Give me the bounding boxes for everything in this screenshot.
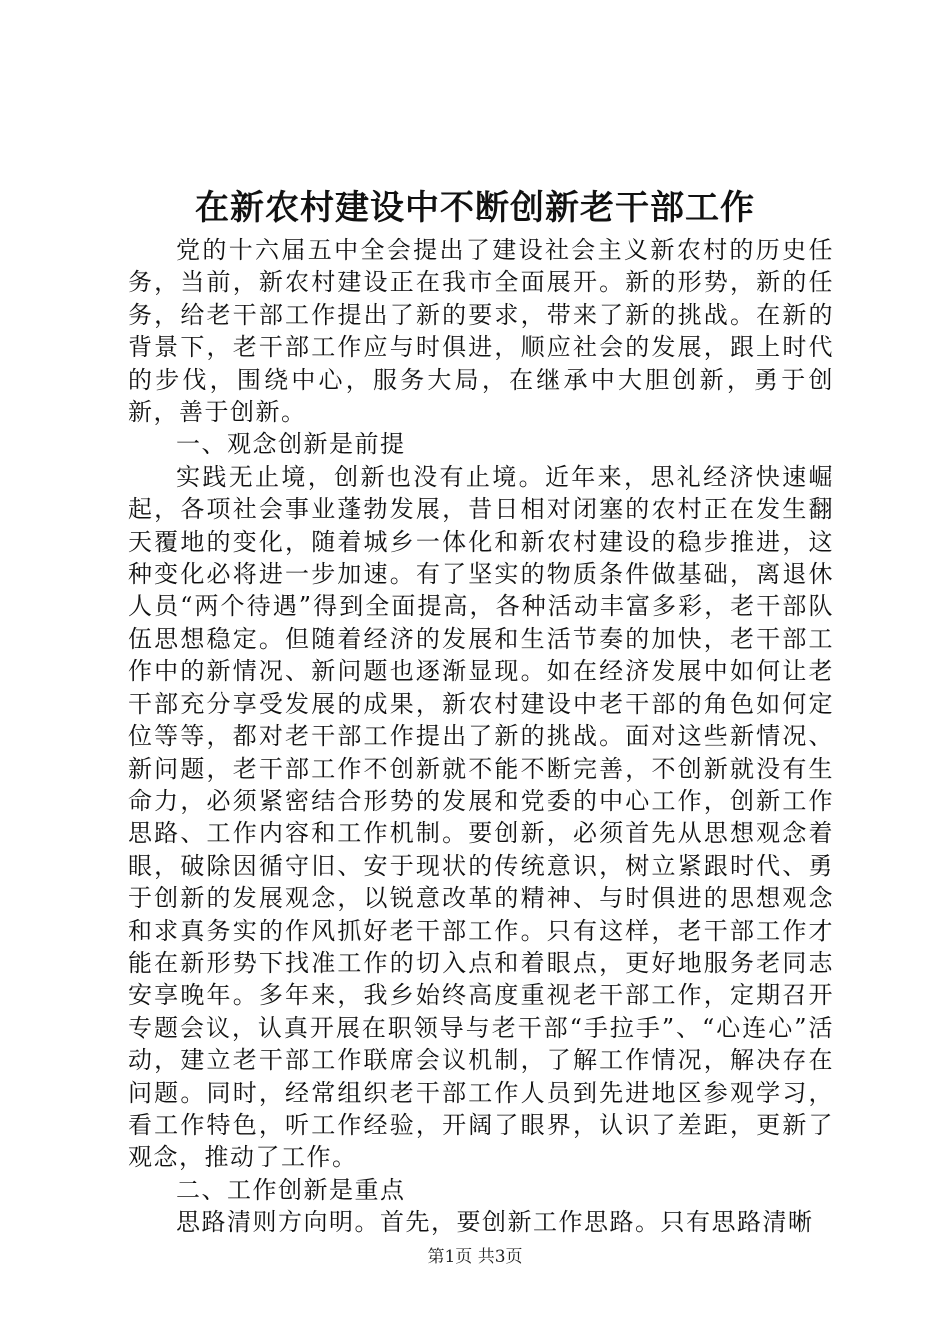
section-1-paragraph: 实践无止境，创新也没有止境。近年来，思礼经济快速崛起，各项社会事业蓬勃发展，昔日相对闭塞的农村正在发生翻天覆地的变化，随着城乡一体化和新农村建设的稳步推进，这种变化必将进一步加速。有了坚实的物质条件做基础，离退休人员“两个待遇”得到全面提高，各种活动丰富多彩，老干部队伍思想稳定。但随着经济的发展和生活节奏的加快，老干部工作中的新情况、新问题也逐渐显现。如在经济发展中如何让老干部充分享受发展的成果，新农村建设中老干部的角色如何定位等等，都对老干部工作提出了新的挑战。面对这些新情况、新问题，老干部工作不创新就不能不断完善，不创新就没有生命力，必须紧密结合形势的发展和党委的中心工作，创新工作思路、工作内容和工作机制。要创新，必须首先从思想观念着眼，破除因循守旧、安于现状的传统意识，树立紧跟时代、勇于创新的发展观念，以锐意改革的精神、与时俱进的思想观念和求真务实的作风抓好老干部工作。只有这样，老干部工作才能在新形势下找准工作的切入点和着眼点，更好地服务老同志安享晚年。多年来，我乡始终高度重视老干部工作，定期召开专题会议，认真开展在职领导与老干部“手拉手”、“心连心”活动，建立老干部工作联席会议机制，了解工作情况，解决存在问题。同时，经常组织老干部工作人员到先进地区参观学习，看工作特色，听工作经验，开阔了眼界，认识了差距，更新了观念，推动了工作。: [128, 462, 834, 1172]
document-body: [128, 234, 834, 1239]
section-2-paragraph: 思路清则方向明。首先，要创新工作思路。只有思路清晰: [176, 1208, 814, 1237]
section-heading-1: 一、观念创新是前提: [176, 430, 406, 459]
page-number-footer: 第1页 共3页: [427, 1247, 523, 1267]
document-title: 在新农村建设中不断创新老干部工作: [195, 188, 755, 228]
section-heading-2: 二、工作创新是重点: [176, 1175, 406, 1204]
intro-paragraph: 党的十六届五中全会提出了建设社会主义新农村的历史任务，当前，新农村建设正在我市全面展开。新的形势，新的任务，给老干部工作提出了新的要求，带来了新的挑战。在新的背景下，老干部工作应与时俱进，顺应社会的发展，跟上时代的步伐，围绕中心，服务大局，在继承中大胆创新，勇于创新，善于创新。: [128, 236, 834, 427]
